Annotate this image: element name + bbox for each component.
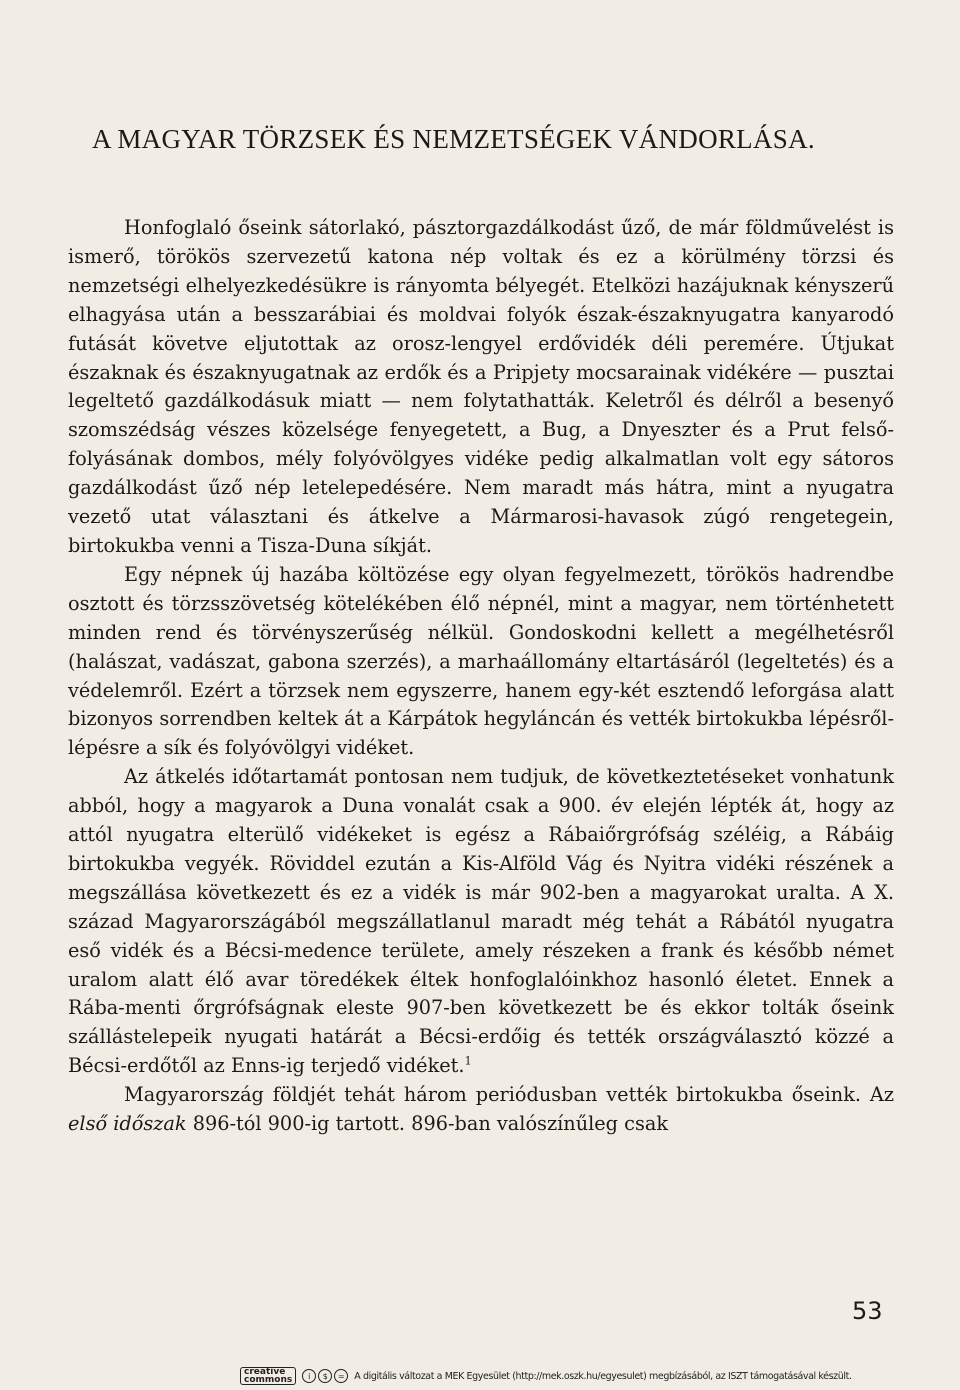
- paragraph-3-text: Az átkelés időtartamát pontosan nem tudjuk, de következtetéseket vonhatunk abból, hogy a magyarok a Duna vonalát csak a 900. év elején lépték át, hogy az attól nyugatra elterülő vidékeket is egész a Rábaiőrgrófság széléig, a Rábáig birtokukba vegyék. Röviddel ezután a Kis-Alföld Vág és Nyitra vidéki részének a megszállása következett és ez a vidék is már 902-ben a magyarokat uralta. A X. század Magyarországából megszállatlanul maradt még tehát a Rábától nyugatra eső vidék és a Bécsi-medence területe, amely részeken a frank és később német uralom alatt élő avar töredékek éltek honfoglalóinkhoz hasonló életet. Ennek a Rába-menti őrgrófságnak eleste 907-ben következett be és ekkor tolták őseink szállástelepeik nyugati határát a Bécsi-erdőig és tették országválasztó közzé a Bécsi-erdőtől az Enns-ig terjedő vidéket.: [68, 765, 894, 1078]
- attribution-icon: i: [302, 1369, 316, 1383]
- license-badges: [302, 1369, 348, 1383]
- license-footer: [240, 1366, 852, 1386]
- paragraph-4: [68, 1081, 894, 1139]
- paragraph-2: Egy népnek új hazába költözése egy olyan fegyelmezett, törökös hadrendbe osztott és törzsszövetség kötelékében élő népnél, mint a magyar, nem történhetett minden rend és törvényszerűség nélkül. Gondoskodni kellett a megélhetésről (halászat, vadászat, gabona szerzés), a marhaállomány eltartásáról (legeltetés) és a védelemről. Ezért a törzsek nem egyszerre, hanem egy-két esztendő leforgása alatt bizonyos sorrendben keltek át a Kárpátok hegyláncán és vették birtokukba lépésről-lépésre a sík és folyóvölgyi vidéket.: [68, 562, 894, 760]
- page-number: 53: [852, 1297, 883, 1325]
- paragraph-4-emphasis: első időszak: [68, 1112, 187, 1136]
- digitization-note: A digitális változat a MEK Egyesület (http://mek.oszk.hu/egyesulet) megbízásából, az ISZT támogatásával készült.: [354, 1370, 852, 1382]
- chapter-title: A MAGYAR TÖRZSEK ÉS NEMZETSÉGEK VÁNDORLÁSA.: [92, 124, 815, 154]
- cc-logo-line1: creative: [244, 1367, 286, 1377]
- paragraph-3: [68, 763, 894, 1081]
- paragraph-1: Honfoglaló őseink sátorlakó, pásztorgazdálkodást űző, de már földművelést is ismerő, törökös szervezetű katona nép voltak és ez a körülmény törzsi és nemzetségi elhelyezkedésükre is rányomta bélyegét. Etelközi hazájuknak kényszerű elhagyása után a besszarábiai és moldvai folyók észak-északnyugatra kanyarodó futását követve eljutottak az orosz-lengyel erdővidék déli peremére. Útjukat északnak és északnyugatnak az erdők és a Pripjety mocsarainak vidékére — pusztai legeltető gazdálkodásuk miatt — nem folytathatták. Keletről és délről a besenyő szomszédság vészes közelsége fenyegetett, a Bug, a Dnyeszter és a Prut felsőfolyásának dombos, mély folyóvölgyes vidéke pedig alkalmatlan volt egy sátoros gazdálkodást űző nép letelepedésére. Nem maradt más hátra, mint a nyugatra vezető utat választani és átkelve a Mármarosi-havasok zúgó rengetegein, birtokukba venni a Tisza-Duna síkját.: [68, 216, 894, 557]
- creative-commons-logo: [240, 1367, 296, 1385]
- paragraph-4-text-end: 896-tól 900-ig tartott. 896-ban valószínűleg csak: [186, 1112, 669, 1136]
- noderivatives-icon: =: [334, 1369, 348, 1383]
- noncommercial-icon: $: [318, 1369, 332, 1383]
- cc-logo-line2: commons: [244, 1375, 293, 1385]
- body-text: [68, 214, 894, 1139]
- paragraph-4-text-start: Magyarország földjét tehát három periódusban vették birtokukba őseink. Az: [124, 1083, 894, 1107]
- footnote-marker: 1: [464, 1054, 472, 1068]
